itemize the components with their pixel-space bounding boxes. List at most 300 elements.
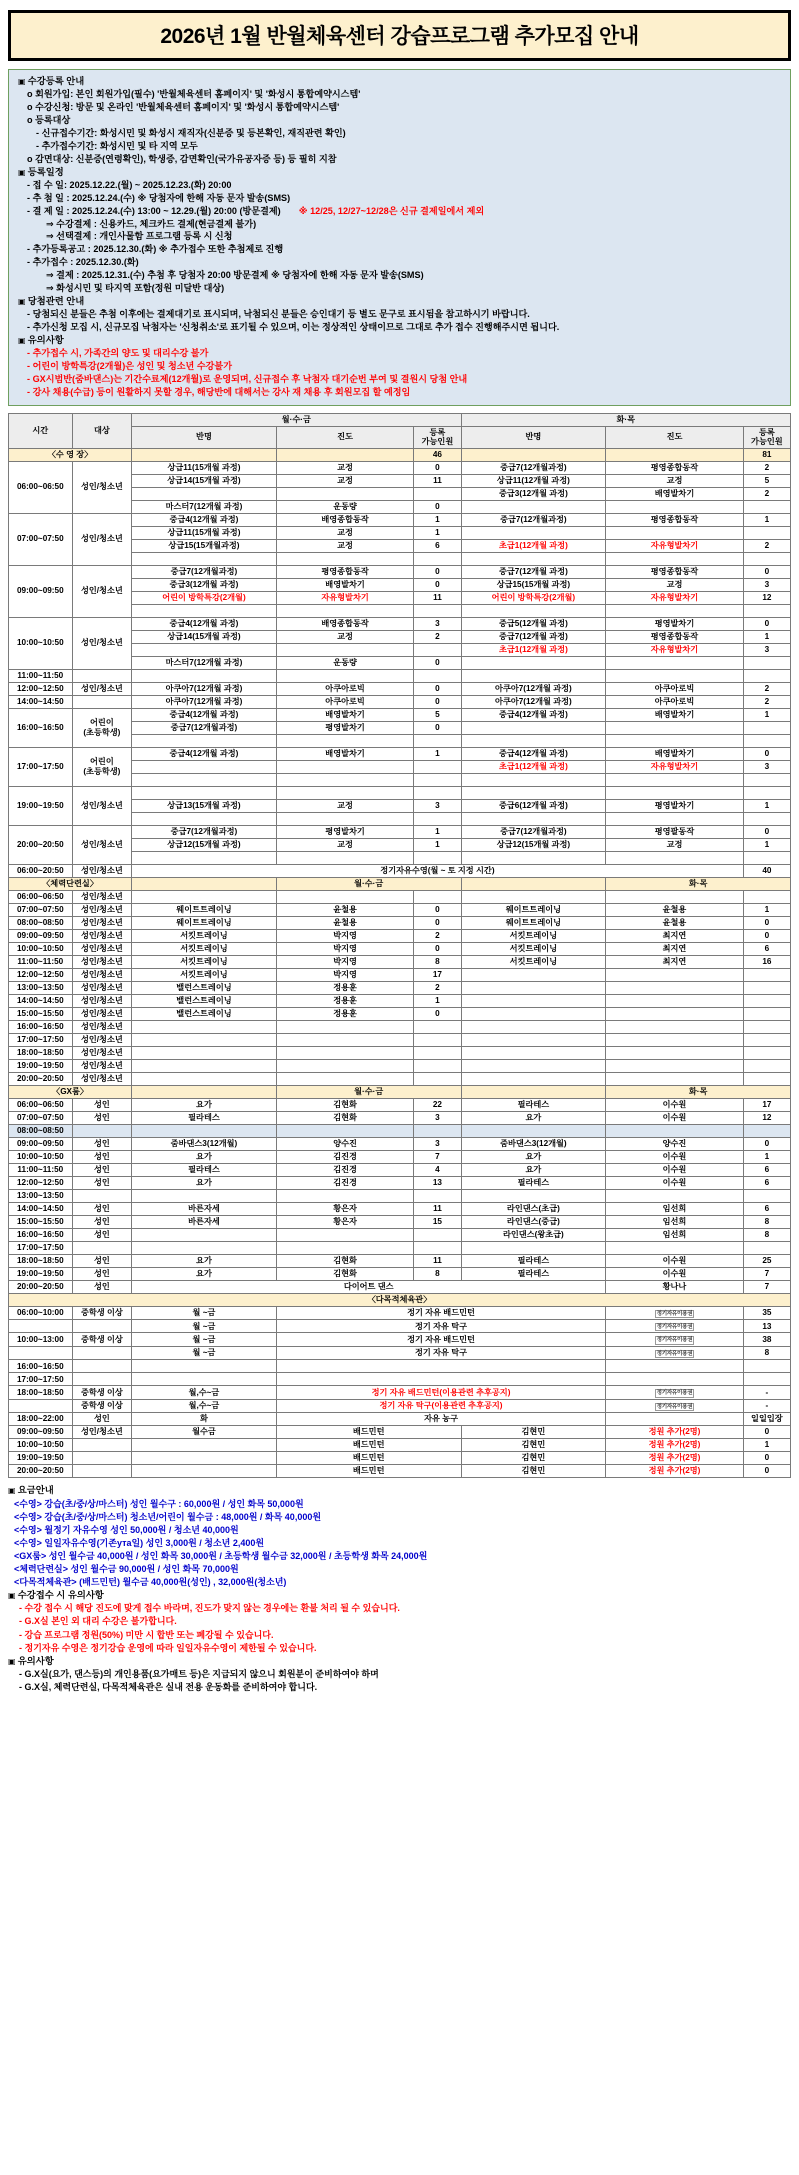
gx-time-slot: 15:00~15:50 bbox=[9, 1215, 73, 1228]
table-row bbox=[9, 890, 791, 903]
multi-time-slot bbox=[9, 1346, 73, 1359]
gx-class-tt: 라인댄스(초급) bbox=[461, 1202, 606, 1215]
gx-class-mwf: 필라테스 bbox=[132, 1163, 277, 1176]
capacity-mwf: 0 bbox=[414, 500, 461, 513]
class-name-tt: 중급6(12개월 과정) bbox=[461, 799, 606, 812]
progress-tt: 자유형발차기 bbox=[606, 539, 744, 552]
multi-instructor: 김현민 bbox=[461, 1465, 606, 1478]
capacity-mwf: 0 bbox=[414, 656, 461, 669]
gx-class-mwf: 바른자세 bbox=[132, 1215, 277, 1228]
progress-mwf: 배영발차기 bbox=[276, 578, 414, 591]
table-row bbox=[9, 1386, 791, 1399]
progress-tt: 자유형발차기 bbox=[606, 643, 744, 656]
pool-target bbox=[72, 669, 132, 682]
progress-tt: 자유형발차기 bbox=[606, 591, 744, 604]
gx-class-mwf bbox=[132, 1241, 277, 1254]
multi-target: 중학생 이상 bbox=[72, 1306, 132, 1319]
gym-group-mwf: 월·수·금 bbox=[276, 877, 461, 890]
progress-mwf: 교정 bbox=[276, 526, 414, 539]
gym-class-mwf bbox=[132, 1033, 277, 1046]
table-row bbox=[9, 825, 791, 838]
fee-line-list bbox=[8, 1498, 791, 1589]
band-blank bbox=[461, 448, 606, 461]
progress-mwf: 배영종합동작 bbox=[276, 617, 414, 630]
pool-time-slot: 19:00~19:50 bbox=[9, 786, 73, 825]
gx-instructor-tt bbox=[606, 1241, 744, 1254]
caution-gx-trial: - GX시범반(줌바댄스)는 기간수료제(12개월)로 운영되며, 신규접수 후 낙첨자 대기순번 부여 및 결원시 당첨 안내 bbox=[16, 373, 783, 386]
gym-capacity-tt bbox=[743, 1046, 790, 1059]
multi-instructor: 김현민 bbox=[461, 1426, 606, 1439]
gym-target: 성인/청소년 bbox=[72, 916, 132, 929]
multi-capacity bbox=[743, 1360, 790, 1373]
gym-target: 성인/청소년 bbox=[72, 1046, 132, 1059]
gx-capacity-tt bbox=[743, 1124, 790, 1137]
gx-target: 성인 bbox=[72, 1137, 132, 1150]
capacity-mwf bbox=[414, 487, 461, 500]
gym-capacity-mwf bbox=[414, 1033, 461, 1046]
gx-target bbox=[72, 1189, 132, 1202]
capacity-tt: 2 bbox=[743, 539, 790, 552]
capacity-mwf bbox=[414, 669, 461, 682]
registration-item-membership: o 회원가입: 본인 회원가입(필수) '반월체육센터 홈페이지' 및 '화성시 통합예약시스템' bbox=[16, 88, 783, 101]
usage-pass-tag: 정기자유이용권 bbox=[656, 1390, 693, 1397]
gx-class-tt bbox=[461, 1189, 606, 1202]
capacity-mwf: 1 bbox=[414, 513, 461, 526]
gym-class-tt bbox=[461, 1020, 606, 1033]
class-name-tt bbox=[461, 786, 606, 799]
gx-time-slot: 13:00~13:50 bbox=[9, 1189, 73, 1202]
gym-instructor-mwf: 정용훈 bbox=[276, 1007, 414, 1020]
multi-usage-tag bbox=[606, 1320, 744, 1333]
band-blank bbox=[276, 448, 414, 461]
multi-target: 중학생 이상 bbox=[72, 1386, 132, 1399]
registration-caution-list bbox=[8, 1602, 791, 1654]
gym-capacity-mwf: 8 bbox=[414, 955, 461, 968]
gym-instructor-mwf: 정용훈 bbox=[276, 981, 414, 994]
gx-capacity-mwf bbox=[414, 1241, 461, 1254]
multi-target: 중학생 이상 bbox=[72, 1399, 132, 1412]
multi-target: 중학생 이상 bbox=[72, 1333, 132, 1346]
table-row bbox=[9, 1439, 791, 1452]
band-blank bbox=[132, 448, 277, 461]
class-name-tt bbox=[461, 812, 606, 825]
class-name-mwf bbox=[132, 487, 277, 500]
gym-capacity-mwf: 0 bbox=[414, 903, 461, 916]
gx-group-tt: 화·목 bbox=[606, 1085, 791, 1098]
multi-target bbox=[72, 1346, 132, 1359]
class-name-mwf bbox=[132, 643, 277, 656]
section-band-gym: 〈체력단련실〉 bbox=[9, 877, 132, 890]
gx-class-mwf: 요가 bbox=[132, 1176, 277, 1189]
progress-tt: 아쿠아로빅 bbox=[606, 682, 744, 695]
class-name-mwf bbox=[132, 773, 277, 786]
gym-target: 성인/청소년 bbox=[72, 955, 132, 968]
class-name-mwf: 상급12(15개월 과정) bbox=[132, 838, 277, 851]
gx-instructor-mwf bbox=[276, 1241, 414, 1254]
capacity-tt bbox=[743, 526, 790, 539]
table-row bbox=[9, 1360, 791, 1373]
gx-class-mwf: 요가 bbox=[132, 1098, 277, 1111]
registration-caution-heading: ▣ 수강접수 시 유의사항 bbox=[8, 1589, 791, 1602]
gym-class-mwf: 서킷트레이닝 bbox=[132, 955, 277, 968]
class-name-tt bbox=[461, 851, 606, 864]
gym-class-mwf: 밸런스트레이닝 bbox=[132, 1007, 277, 1020]
progress-mwf bbox=[276, 851, 414, 864]
usage-pass-tag: 정기자유이용권 bbox=[656, 1403, 693, 1410]
progress-mwf bbox=[276, 812, 414, 825]
gx-capacity-tt bbox=[743, 1189, 790, 1202]
class-name-tt bbox=[461, 656, 606, 669]
class-name-tt: 중급7(12개월과정) bbox=[461, 825, 606, 838]
pool-target bbox=[72, 708, 132, 747]
gx-instructor-tt: 이수원 bbox=[606, 1163, 744, 1176]
capacity-mwf bbox=[414, 773, 461, 786]
gym-time-slot: 06:00~06:50 bbox=[9, 890, 73, 903]
gym-capacity-tt: 6 bbox=[743, 942, 790, 955]
gym-instructor-mwf: 윤철용 bbox=[276, 916, 414, 929]
fee-line-1: <수영> 강습(초/중/상/마스터) 청소년/어린이 월수금 : 48,000원 / 화목 40,000원 bbox=[14, 1511, 322, 1522]
class-name-tt: 상급11(12개월 과정) bbox=[461, 474, 606, 487]
gx-class-tt: 요가 bbox=[461, 1111, 606, 1124]
class-name-tt: 중급7(12개월 과정) bbox=[461, 565, 606, 578]
multi-program bbox=[276, 1360, 605, 1373]
table-row bbox=[9, 1007, 791, 1020]
capacity-tt: 3 bbox=[743, 578, 790, 591]
capacity-mwf bbox=[414, 552, 461, 565]
gx-target: 성인 bbox=[72, 1280, 132, 1293]
caution-instructor: - 강사 채용(수급) 등이 원활하지 못할 경우, 해당반에 대해서는 강사 재 채용 후 회원모집 할 예정임 bbox=[16, 386, 783, 399]
gym-time-slot: 13:00~13:50 bbox=[9, 981, 73, 994]
multi-program: 배드민턴 bbox=[276, 1465, 461, 1478]
header-group-tuethu: 화·목 bbox=[461, 413, 790, 426]
table-row bbox=[9, 1333, 791, 1346]
multi-capacity: 0 bbox=[743, 1465, 790, 1478]
class-name-mwf bbox=[132, 760, 277, 773]
class-name-mwf: 상급15(15개월과정) bbox=[132, 539, 277, 552]
registration-sub-new-period: - 신규접수기간: 화성시민 및 화성시 재직자(신분증 및 등본확인, 재직관련 확인) bbox=[16, 127, 783, 140]
table-row bbox=[9, 708, 791, 721]
multi-capacity: 1 bbox=[743, 1439, 790, 1452]
registration-item-eligibility: o 등록대상 bbox=[16, 114, 783, 127]
class-name-tt bbox=[461, 500, 606, 513]
multi-program: 정기 자유 배드민턴 bbox=[276, 1333, 605, 1346]
capacity-mwf: 0 bbox=[414, 565, 461, 578]
gx-target: 성인 bbox=[72, 1150, 132, 1163]
target-line: 성인/청소년 bbox=[80, 800, 123, 810]
fee-heading: ▣ 요금안내 bbox=[8, 1484, 791, 1497]
capacity-tt: 1 bbox=[743, 630, 790, 643]
class-name-mwf: 중급4(12개월 과정) bbox=[132, 617, 277, 630]
target-line: (초등학생) bbox=[83, 727, 121, 737]
gx-class-mwf bbox=[132, 1189, 277, 1202]
gx-instructor-mwf: 김진경 bbox=[276, 1163, 414, 1176]
gym-instructor-tt bbox=[606, 981, 744, 994]
header-progress-tt: 진도 bbox=[606, 426, 744, 448]
multi-capacity bbox=[743, 1373, 790, 1386]
band-blank bbox=[132, 1085, 277, 1098]
table-row bbox=[9, 1137, 791, 1150]
gym-instructor-tt bbox=[606, 1059, 744, 1072]
header-target: 대상 bbox=[72, 413, 132, 448]
gym-target: 성인/청소년 bbox=[72, 1007, 132, 1020]
capacity-tt bbox=[743, 851, 790, 864]
table-row bbox=[9, 916, 791, 929]
table-row bbox=[9, 955, 791, 968]
multi-time-slot bbox=[9, 1399, 73, 1412]
fee-line-4: <GX룸> 성인 월수금 40,000원 / 성인 화목 30,000원 / 초등학생 월수금 32,000원 / 초등학생 화목 24,000원 bbox=[14, 1550, 428, 1561]
multi-capacity: 0 bbox=[743, 1452, 790, 1465]
gx-instructor-tt: 임선희 bbox=[606, 1228, 744, 1241]
multi-usage-tag bbox=[606, 1360, 744, 1373]
gym-instructor-mwf bbox=[276, 1072, 414, 1085]
gx-capacity-tt: 8 bbox=[743, 1215, 790, 1228]
class-name-mwf bbox=[132, 812, 277, 825]
caution-heading: ▣ 유의사항 bbox=[16, 334, 783, 347]
gym-class-tt bbox=[461, 1072, 606, 1085]
class-name-mwf bbox=[132, 851, 277, 864]
gym-time-slot: 14:00~14:50 bbox=[9, 994, 73, 1007]
gx-time-slot: 17:00~17:50 bbox=[9, 1241, 73, 1254]
capacity-mwf: 1 bbox=[414, 825, 461, 838]
fee-line-2: <수영> 월정기 자유수영 성인 50,000원 / 청소년 40,000원 bbox=[14, 1524, 239, 1535]
gym-instructor-tt bbox=[606, 890, 744, 903]
table-row bbox=[9, 1241, 791, 1254]
table-row bbox=[9, 942, 791, 955]
table-row bbox=[9, 1111, 791, 1124]
class-name-tt: 중급7(12개월과정) bbox=[461, 513, 606, 526]
gym-instructor-mwf bbox=[276, 1020, 414, 1033]
table-row bbox=[9, 1150, 791, 1163]
capacity-mwf: 2 bbox=[414, 630, 461, 643]
gx-capacity-tt: 6 bbox=[743, 1176, 790, 1189]
pool-time-slot: 09:00~09:50 bbox=[9, 565, 73, 617]
gx-capacity-mwf: 11 bbox=[414, 1202, 461, 1215]
gym-capacity-mwf: 0 bbox=[414, 1007, 461, 1020]
header-capacity-tt bbox=[743, 426, 790, 448]
capacity-tt bbox=[743, 604, 790, 617]
class-name-tt: 초급1(12개월 과정) bbox=[461, 539, 606, 552]
progress-mwf: 교정 bbox=[276, 799, 414, 812]
registration-caution-0: - 수강 접수 시 해당 진도에 맞게 접수 바라며, 진도가 맞지 않는 경우에는 환불 처리 될 수 있습니다. bbox=[8, 1602, 791, 1615]
gym-target: 성인/청소년 bbox=[72, 929, 132, 942]
gx-capacity-tt: 8 bbox=[743, 1228, 790, 1241]
multi-usage-tag bbox=[606, 1373, 744, 1386]
band-blank bbox=[132, 877, 277, 890]
multi-time-slot bbox=[9, 1320, 73, 1333]
table-row bbox=[9, 929, 791, 942]
multi-days bbox=[132, 1373, 277, 1386]
fee-line-6: <다목적체육관> (배드민턴) 월수금 40,000원(성인) , 32,000원(청소년) bbox=[14, 1576, 287, 1587]
gym-instructor-mwf: 정용훈 bbox=[276, 994, 414, 1007]
pool-total-capacity-mwf: 46 bbox=[414, 448, 461, 461]
gym-instructor-tt: 최지연 bbox=[606, 929, 744, 942]
class-name-tt: 중급5(12개월 과정) bbox=[461, 617, 606, 630]
capacity-mwf: 5 bbox=[414, 708, 461, 721]
gym-capacity-mwf bbox=[414, 1059, 461, 1072]
table-row bbox=[9, 617, 791, 630]
progress-mwf: 교정 bbox=[276, 539, 414, 552]
class-name-tt: 어린이 방학특강(2개월) bbox=[461, 591, 606, 604]
header-capacity-mwf bbox=[414, 426, 461, 448]
gx-instructor-mwf: 양수진 bbox=[276, 1137, 414, 1150]
multi-days: 월,수~금 bbox=[132, 1399, 277, 1412]
multi-days bbox=[132, 1452, 277, 1465]
progress-mwf bbox=[276, 643, 414, 656]
multi-capacity: 8 bbox=[743, 1346, 790, 1359]
progress-tt: 교정 bbox=[606, 578, 744, 591]
class-name-mwf: 중급4(12개월 과정) bbox=[132, 513, 277, 526]
caution-transfer: - 추가접수 시, 가족간의 양도 및 대리수강 불가 bbox=[16, 347, 783, 360]
pool-time-slot: 06:00~06:50 bbox=[9, 461, 73, 513]
table-row bbox=[9, 1098, 791, 1111]
target-line: 성인/청소년 bbox=[80, 683, 123, 693]
gym-class-mwf bbox=[132, 890, 277, 903]
multi-time-slot: 09:00~09:50 bbox=[9, 1426, 73, 1439]
class-name-tt bbox=[461, 669, 606, 682]
gym-class-mwf bbox=[132, 1046, 277, 1059]
pool-target bbox=[72, 565, 132, 617]
capacity-tt: 0 bbox=[743, 747, 790, 760]
capacity-tt bbox=[743, 773, 790, 786]
gym-capacity-mwf bbox=[414, 1020, 461, 1033]
gx-target: 성인 bbox=[72, 1163, 132, 1176]
gym-class-mwf bbox=[132, 1020, 277, 1033]
gym-capacity-tt bbox=[743, 1020, 790, 1033]
gym-capacity-mwf bbox=[414, 890, 461, 903]
gx-time-slot: 11:00~11:50 bbox=[9, 1163, 73, 1176]
gym-instructor-tt bbox=[606, 968, 744, 981]
progress-tt bbox=[606, 812, 744, 825]
multi-usage-tag bbox=[606, 1333, 744, 1346]
gx-time-slot: 08:00~08:50 bbox=[9, 1124, 73, 1137]
gym-target: 성인/청소년 bbox=[72, 1059, 132, 1072]
footer-note-0: - G.X실(요가, 댄스등)의 개인용품(요가매트 등)은 지급되지 않으니 회원분이 준비하여야 하며 bbox=[8, 1668, 791, 1681]
progress-mwf: 배영발차기 bbox=[276, 708, 414, 721]
gx-capacity-tt: 17 bbox=[743, 1098, 790, 1111]
usage-pass-tag: 정기자유이용권 bbox=[656, 1337, 693, 1344]
table-row bbox=[9, 994, 791, 1007]
multi-time-slot: 16:00~16:50 bbox=[9, 1360, 73, 1373]
capacity-mwf: 0 bbox=[414, 721, 461, 734]
progress-mwf: 운동량 bbox=[276, 656, 414, 669]
table-row bbox=[9, 461, 791, 474]
schedule-lottery-date: - 추 첨 일 : 2025.12.24.(수) ※ 당첨자에 한해 자동 문자 발송(SMS) bbox=[16, 192, 783, 205]
gx-instructor-mwf: 황은자 bbox=[276, 1215, 414, 1228]
multi-program-note: 정원 추가(2명) bbox=[606, 1426, 744, 1439]
gym-capacity-tt: 1 bbox=[743, 903, 790, 916]
progress-tt bbox=[606, 786, 744, 799]
multi-capacity: 0 bbox=[743, 1426, 790, 1439]
gx-capacity-tt: 6 bbox=[743, 1163, 790, 1176]
capacity-tt: 0 bbox=[743, 565, 790, 578]
gym-target: 성인/청소년 bbox=[72, 890, 132, 903]
gx-group-mwf: 월·수·금 bbox=[276, 1085, 461, 1098]
gym-capacity-mwf bbox=[414, 1072, 461, 1085]
gx-target: 성인 bbox=[72, 1228, 132, 1241]
target-line: (초등학생) bbox=[83, 766, 121, 776]
gym-target: 성인/청소년 bbox=[72, 1033, 132, 1046]
gx-time-slot: 06:00~06:50 bbox=[9, 1098, 73, 1111]
gym-class-mwf: 서킷트레이닝 bbox=[132, 968, 277, 981]
gym-class-mwf: 밸런스트레이닝 bbox=[132, 981, 277, 994]
payment-date-exclusion-note: ※ 12/25, 12/27~12/28은 신규 결제일에서 제외 bbox=[298, 205, 485, 216]
multi-instructor: 김현민 bbox=[461, 1439, 606, 1452]
class-name-mwf bbox=[132, 669, 277, 682]
multi-program: 정기 자유 탁구(이용관련 추후공지) bbox=[276, 1399, 605, 1412]
capacity-tt: 5 bbox=[743, 474, 790, 487]
multi-days: 월 ~금 bbox=[132, 1306, 277, 1319]
table-row bbox=[9, 1280, 791, 1293]
progress-tt: 평영발차기 bbox=[606, 799, 744, 812]
progress-mwf: 평영종합동작 bbox=[276, 565, 414, 578]
gx-time-slot: 07:00~07:50 bbox=[9, 1111, 73, 1124]
table-row bbox=[9, 864, 791, 877]
progress-mwf bbox=[276, 760, 414, 773]
winner-guide-heading: ▣ 당첨관련 안내 bbox=[16, 295, 783, 308]
gym-class-mwf: 웨이트트레이닝 bbox=[132, 903, 277, 916]
gym-target: 성인/청소년 bbox=[72, 1072, 132, 1085]
class-name-mwf: 중급3(12개월 과정) bbox=[132, 578, 277, 591]
multi-program-note: 정원 추가(2명) bbox=[606, 1465, 744, 1478]
class-name-mwf: 마스터7(12개월 과정) bbox=[132, 656, 277, 669]
multi-program: 자유 농구 bbox=[276, 1413, 605, 1426]
target-line: 성인/청소년 bbox=[80, 534, 123, 544]
gx-instructor-tt: 이수원 bbox=[606, 1254, 744, 1267]
progress-tt: 배영발차기 bbox=[606, 487, 744, 500]
multipurpose-section bbox=[9, 1293, 791, 1478]
pool-total-capacity-tt: 81 bbox=[743, 448, 790, 461]
extra-registration-date: - 추가접수 : 2025.12.30.(화) bbox=[16, 256, 783, 269]
progress-mwf: 아쿠아로빅 bbox=[276, 682, 414, 695]
pool-time-slot: 17:00~17:50 bbox=[9, 747, 73, 786]
capacity-mwf bbox=[414, 760, 461, 773]
band-blank bbox=[606, 448, 744, 461]
gym-time-slot: 11:00~11:50 bbox=[9, 955, 73, 968]
capacity-mwf: 3 bbox=[414, 617, 461, 630]
class-name-tt: 중급7(12개월과정) bbox=[461, 461, 606, 474]
table-row bbox=[9, 1346, 791, 1359]
multi-target bbox=[72, 1465, 132, 1478]
multi-capacity: 38 bbox=[743, 1333, 790, 1346]
gx-target bbox=[72, 1241, 132, 1254]
class-name-mwf: 상급11(15개월 과정) bbox=[132, 526, 277, 539]
table-row bbox=[9, 1399, 791, 1412]
capacity-label-line2: 가능인원 bbox=[421, 437, 454, 447]
progress-mwf: 운동량 bbox=[276, 500, 414, 513]
progress-mwf bbox=[276, 552, 414, 565]
table-row bbox=[9, 565, 791, 578]
gx-instructor-tt: 이수원 bbox=[606, 1267, 744, 1280]
gym-class-tt: 서킷트레이닝 bbox=[461, 942, 606, 955]
progress-mwf: 배영발차기 bbox=[276, 747, 414, 760]
progress-mwf: 평영발차기 bbox=[276, 721, 414, 734]
gym-target: 성인/청소년 bbox=[72, 1020, 132, 1033]
header-time: 시간 bbox=[9, 413, 73, 448]
gx-target: 성인 bbox=[72, 1254, 132, 1267]
capacity-tt: 0 bbox=[743, 825, 790, 838]
gx-target: 성인 bbox=[72, 1215, 132, 1228]
progress-tt bbox=[606, 526, 744, 539]
progress-tt: 평영발차기 bbox=[606, 617, 744, 630]
gym-class-tt bbox=[461, 981, 606, 994]
section-band-multipurpose: 〈다목적체육관〉 bbox=[9, 1293, 791, 1306]
multi-time-slot: 10:00~13:00 bbox=[9, 1333, 73, 1346]
class-name-tt: 초급1(12개월 과정) bbox=[461, 760, 606, 773]
multi-days bbox=[132, 1465, 277, 1478]
gym-class-tt bbox=[461, 1033, 606, 1046]
gym-instructor-tt bbox=[606, 994, 744, 1007]
gx-instructor-tt: 이수원 bbox=[606, 1150, 744, 1163]
